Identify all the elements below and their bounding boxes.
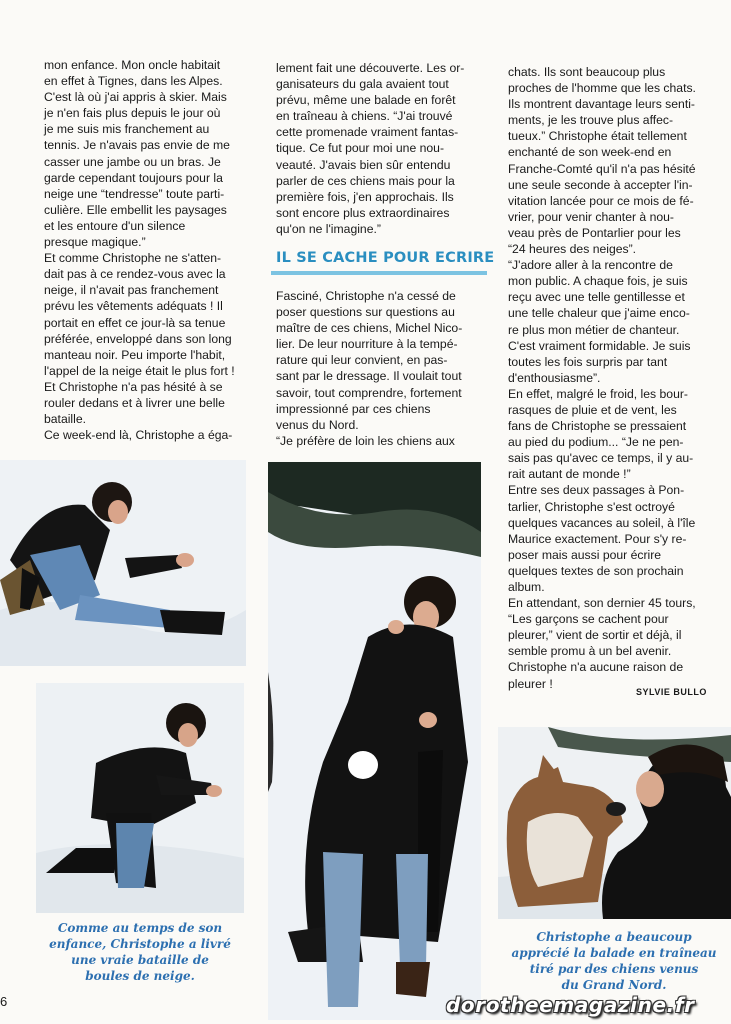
text-line: dait pas à ce rendez-vous avec la xyxy=(44,267,226,282)
text-line: presque magique.” xyxy=(44,235,146,250)
article-column-1 xyxy=(44,57,254,443)
text-line: pleurer ! xyxy=(508,676,553,691)
text-line: tennis. Je n'avais pas envie de me xyxy=(44,138,230,153)
text-line: je n'en fais plus depuis le jour où xyxy=(44,106,221,121)
caption-line: boules de neige. xyxy=(85,969,195,983)
text-line: C'est là où j'ai appris à skier. Mais xyxy=(44,90,227,105)
text-line: vitation lancée pour ce mois de fé- xyxy=(508,193,694,208)
caption-line: du Grand Nord. xyxy=(561,978,667,992)
text-line: mon enfance. Mon oncle habitait xyxy=(44,58,221,72)
photo-long-coat xyxy=(268,462,481,1020)
text-line: culière. Elle embellit les paysages xyxy=(44,202,227,217)
text-line: au pied du podium... “Je ne pen- xyxy=(508,435,684,450)
article-column-2-bottom xyxy=(276,288,486,449)
text-line: En attendant, son dernier 45 tours, xyxy=(508,596,696,611)
photo-snow-kneeling xyxy=(36,683,244,913)
text-line: chats. Ils sont beaucoup plus xyxy=(508,65,666,79)
text-line: rouler dedans et à livrer une belle xyxy=(44,395,225,410)
text-line: préférée, enveloppé dans son long xyxy=(44,331,232,346)
text-line: “J'adore aller à la rencontre de xyxy=(508,258,673,273)
text-line: Ce week-end là, Christophe a éga- xyxy=(44,428,233,443)
text-line: neige une “tendresse” toute parti- xyxy=(44,186,225,201)
text-line: C'est vraiment formidable. Je suis xyxy=(508,338,691,353)
photo-husky xyxy=(498,727,731,919)
text-line: sais pas qu'avec ce temps, il y au- xyxy=(508,451,694,466)
text-line: mon public. A chaque fois, je suis xyxy=(508,274,688,289)
text-line: tique. Ce fut pour moi une nou- xyxy=(276,141,445,156)
text-line: lier. De leur nourriture à la tempé- xyxy=(276,337,458,352)
text-line: toutes les fois surpris par tant xyxy=(508,354,668,369)
text-line: En effet, malgré le froid, les bour- xyxy=(508,386,688,401)
text-line: en traîneau à chiens. “J'ai trouvé xyxy=(276,109,453,124)
text-line: lement fait une découverte. Les or- xyxy=(276,61,465,75)
text-line: veau près de Pontarlier pour les xyxy=(508,225,681,240)
author-signature: SYLVIE BULLO xyxy=(636,687,707,697)
text-line: ganisateurs du gala avaient tout xyxy=(276,77,449,92)
article-column-2-top xyxy=(276,60,486,237)
text-line: qu'on ne l'imagine.” xyxy=(276,221,381,236)
text-line: Fasciné, Christophe n'a cessé de xyxy=(276,289,456,303)
text-line: Ils montrent davantage leurs senti- xyxy=(508,97,695,112)
text-line: vrier, pour venir chanter à nou- xyxy=(508,209,674,224)
photo-snow-kneeling-illustration xyxy=(36,683,244,913)
text-line: Christophe n'a aucune raison de xyxy=(508,660,684,675)
text-line: en effet à Tignes, dans les Alpes. xyxy=(44,74,223,89)
photo-caption-right xyxy=(500,929,728,993)
text-line: Et Christophe n'a pas hésité à se xyxy=(44,379,223,394)
text-line: veauté. J'avais bien sûr entendu xyxy=(276,157,451,172)
text-line: d'enthousiasme”. xyxy=(508,370,601,385)
photo-husky-illustration xyxy=(498,727,731,919)
text-line: “Je préfère de loin les chiens aux xyxy=(276,433,455,448)
heading-underline xyxy=(271,271,487,275)
text-line: bataille. xyxy=(44,412,87,427)
text-line: Maurice exactement. Pour s'y re- xyxy=(508,531,687,546)
text-line: et les entoure d'un silence xyxy=(44,218,186,233)
site-watermark: dorotheemagazine.fr xyxy=(446,993,695,1017)
text-line: prévu, même une balade en forêt xyxy=(276,93,456,108)
text-line: album. xyxy=(508,580,545,594)
text-line: enchanté de son week-end en xyxy=(508,145,672,160)
text-line: semble promu à un bel avenir. xyxy=(508,644,672,659)
text-line: parler de ces chiens mais pour la xyxy=(276,173,455,188)
section-heading-text: IL SE CACHE POUR ECRIRE xyxy=(276,250,495,266)
text-line: maître de ces chiens, Michel Nico- xyxy=(276,321,463,336)
text-line: rait autant de monde !” xyxy=(508,467,631,482)
text-line: ments, je les trouve plus affec- xyxy=(508,113,674,128)
photo-caption-left xyxy=(40,920,240,984)
caption-line: apprécié la balade en traîneau xyxy=(511,946,717,960)
text-line: quelques vacances au soleil, à l'île xyxy=(508,515,696,530)
text-line: prévu les vêtements adéquats ! Il xyxy=(44,299,223,314)
text-line: tarlier, Christophe s'est octroyé xyxy=(508,499,675,514)
section-heading xyxy=(271,246,495,276)
text-line: rature qui leur convient, en pas- xyxy=(276,353,448,368)
text-line: “Les garçons se cachent pour xyxy=(508,612,669,627)
text-line: Et comme Christophe ne s'atten- xyxy=(44,251,222,266)
text-line: sant par le dressage. Il voulait tout xyxy=(276,369,462,384)
text-line: pleurer,” vient de sortir et déjà, il xyxy=(508,628,682,643)
photo-snow-lying-illustration xyxy=(0,460,246,666)
caption-line: Christophe a beaucoup xyxy=(536,930,692,944)
photo-snow-lying xyxy=(0,460,246,666)
text-line: une telle chaleur que j'aime enco- xyxy=(508,306,690,321)
text-line: savoir, tout comprendre, fortement xyxy=(276,385,462,400)
text-line: reçu avec une telle gentillesse et xyxy=(508,290,685,305)
page-number: 6 xyxy=(0,994,8,1009)
text-line: fans de Christophe se pressaient xyxy=(508,419,687,434)
text-line: garde cependant toujours pour la xyxy=(44,170,223,185)
caption-line: tiré par des chiens venus xyxy=(529,962,699,976)
text-line: re plus mon métier de chanteur. xyxy=(508,322,680,337)
text-line: casser une jambe ou un bras. Je xyxy=(44,154,221,169)
caption-line: Comme au temps de son xyxy=(57,921,223,935)
text-line: Franche-Comté qu'il n'a pas hésité xyxy=(508,161,696,176)
text-line: je me suis mis franchement au xyxy=(44,122,210,137)
text-line: venus du Nord. xyxy=(276,417,359,432)
text-line: sont encore plus extraordinaires xyxy=(276,205,450,220)
text-line: poser questions sur questions au xyxy=(276,305,455,320)
text-line: tueux.” Christophe était tellement xyxy=(508,129,687,144)
text-line: cette promenade vraiment fantas- xyxy=(276,125,459,140)
text-line: neige, il n'avait pas franchement xyxy=(44,283,219,298)
text-line: quelques textes de son prochain xyxy=(508,563,684,578)
text-line: première fois, j'en approchais. Ils xyxy=(276,189,454,204)
caption-line: une vraie bataille de xyxy=(71,953,209,967)
text-line: Entre ses deux passages à Pon- xyxy=(508,483,685,498)
text-line: manteau noir. Peu importe l'habit, xyxy=(44,347,226,362)
text-line: l'appel de la neige était le plus fort ! xyxy=(44,363,235,378)
text-line: proches de l'homme que les chats. xyxy=(508,81,696,96)
photo-long-coat-illustration xyxy=(268,462,481,1020)
text-line: “24 heures des neiges”. xyxy=(508,242,637,257)
article-column-3 xyxy=(508,64,718,692)
text-line: une seule seconde à accepter l'in- xyxy=(508,177,693,192)
text-line: rasques de pluie et de vent, les xyxy=(508,402,677,417)
text-line: impressionné par ces chiens xyxy=(276,401,431,416)
text-line: portait en effet ce jour-là sa tenue xyxy=(44,315,226,330)
text-line: poser mais aussi pour écrire xyxy=(508,547,662,562)
caption-line: enfance, Christophe a livré xyxy=(49,937,231,951)
